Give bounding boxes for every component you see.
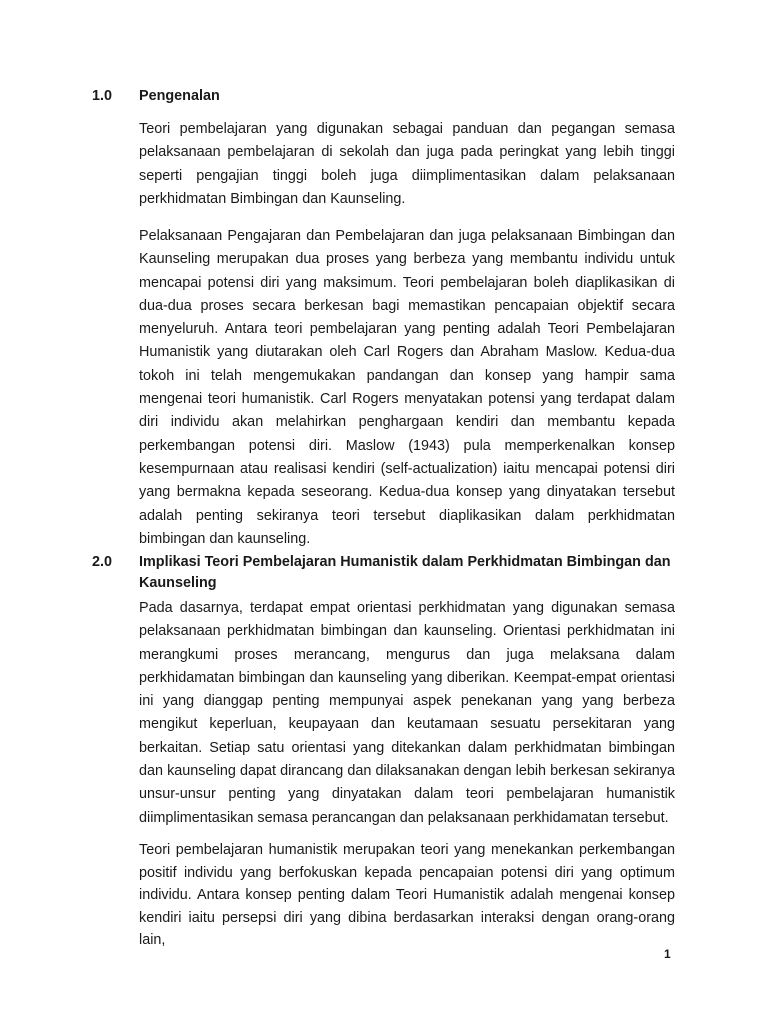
page-number: 1 [664,947,671,961]
paragraph-1-2: Pelaksanaan Pengajaran dan Pembelajaran dan juga pelaksanaan Bimbingan dan Kaunseling merupakan dua proses yang berbeza yang membantu individu untuk mencapai potensi diri yang maksimum. Teori pembelajaran boleh diaplikasikan di dua-dua proses secara berkesan bagi memastikan pencapaian objektif secara menyeluruh. Antara teori pembelajaran yang penting adalah Teori Pembelajaran Humanistik yang diutarakan oleh Carl Rogers dan Abraham Maslow. Kedua-dua tokoh ini telah mengemukakan pandangan dan konsep yang hampir sama mengenai teori humanistik. Carl Rogers menyatakan potensi yang terdapat dalam diri individu akan melahirkan penghargaan kendiri dan membantu kepada perkembangan potensi diri. Maslow (1943) pula memperkenalkan konsep kesempurnaan atau realisasi kendiri (self-actualization) iaitu mencapai potensi diri yang bermakna kepada seseorang. Kedua-dua konsep yang dinyatakan tersebut adalah penting sekiranya teori tersebut diaplikasikan dalam perkhidmatan bimbingan dan kaunseling. [139,228,675,547]
section-heading-1 [92,86,692,107]
paragraph-1-1: Teori pembelajaran yang digunakan sebagai panduan dan pegangan semasa pelaksanaan pembelajaran di sekolah dan juga pada peringkat yang lebih tinggi seperti pengajian tinggi boleh juga diimplimentasikan dalam pelaksanaan perkhidmatan Bimbingan dan Kaunseling. [139,121,675,207]
section-title-2: Implikasi Teori Pembelajaran Humanistik dalam Perkhidmatan Bimbingan dan Kaunseling [139,554,671,591]
section-title-1: Pengenalan [139,88,220,104]
section-number-1: 1.0 [92,88,113,104]
paragraph-2-1: Pada dasarnya, terdapat empat orientasi perkhidmatan yang digunakan semasa pelaksanaan perkhidmatan bimbingan dan kaunseling. Orientasi perkhidmatan ini merangkumi proses merancang, mengurus dan juga melaksana dalam perkhidamatan bimbingan dan kaunseling yang diberikan. Keempat-empat orientasi ini yang dianggap penting mempunyai aspek penekanan yang yang berbeza mengikut keperluan, keupayaan dan keutamaan sesuatu persekitaran yang berkaitan. Setiap satu orientasi yang ditekankan dalam perkhidmatan bimbingan dan kaunseling dapat dirancang dan dilaksanakan dengan lebih berkesan sekiranya unsur-unsur penting yang dinyatakan dalam teori pembelajaran humanistik diimplimentasikan semasa perancangan dan pelaksanaan perkhidamatan tersebut. [139,600,675,826]
section-number-2: 2.0 [92,554,113,570]
section-heading-2 [92,552,692,594]
paragraph-2-2: Teori pembelajaran humanistik merupakan teori yang menekankan perkembangan positif individu yang berfokuskan kepada pencapaian potensi diri yang optimum individu. Antara konsep penting dalam Teori Humanistik adalah mengenai konsep kendiri iaitu persepsi diri yang dibina berdasarkan interaksi dengan orang-orang lain, [139,842,675,949]
